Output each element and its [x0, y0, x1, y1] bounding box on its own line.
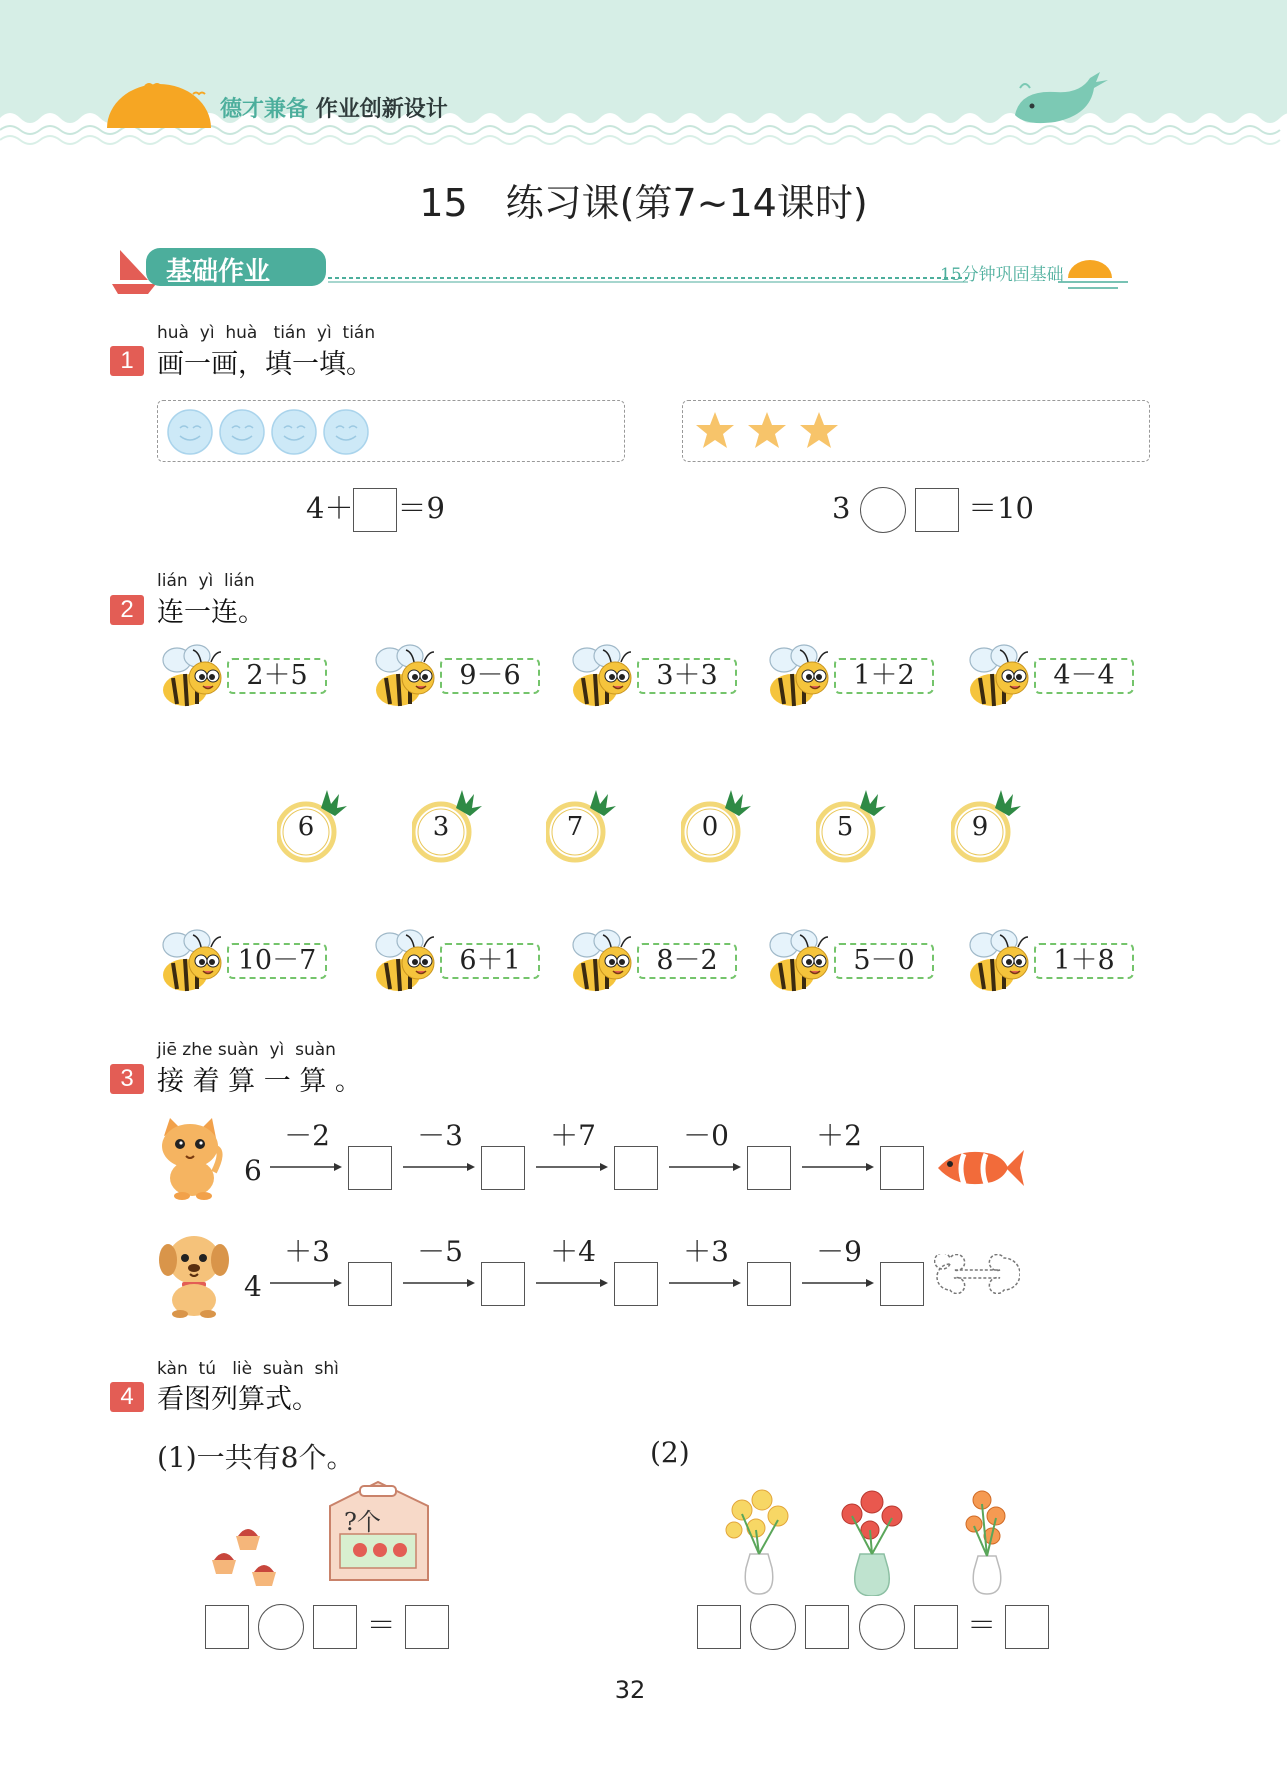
cake-box: [320, 1476, 438, 1588]
whale-icon: [1010, 70, 1110, 130]
answer-number: 7: [566, 812, 584, 842]
chain-operation: ＋3: [683, 1235, 729, 1268]
section-label: 基础作业: [166, 257, 271, 287]
bee-icon: [962, 925, 1042, 995]
chain-operation: －3: [417, 1119, 463, 1152]
answer-box[interactable]: [880, 1146, 924, 1190]
q3-pinyin: jiē zhe suàn yì suàn: [157, 1040, 336, 1060]
answer-box[interactable]: [880, 1262, 924, 1306]
answer-box[interactable]: [405, 1605, 449, 1649]
cake-box-label: ?个: [344, 1508, 381, 1536]
bee-expression-card[interactable]: [962, 925, 1142, 995]
chain-operation: －5: [417, 1235, 463, 1268]
bee-icon: [762, 640, 842, 710]
q1-pinyin: huà yì huà tián yì tián: [157, 323, 376, 343]
q2-number: 2: [110, 595, 144, 625]
chain-start-number: 4: [244, 1270, 262, 1303]
q4-number: 4: [110, 1382, 144, 1412]
fish-icon: [934, 1144, 1026, 1192]
arrow-right-icon: [669, 1162, 743, 1172]
answer-ball[interactable]: [412, 786, 482, 866]
q1-left-eq-a: 4＋: [306, 491, 354, 525]
answer-box[interactable]: [348, 1262, 392, 1306]
bee-expression-card[interactable]: [762, 925, 942, 995]
answer-number: 5: [836, 812, 854, 842]
arrow-right-icon: [270, 1162, 344, 1172]
bee-expression-card[interactable]: [368, 640, 548, 710]
operator-circle[interactable]: [859, 1604, 905, 1650]
cupcake-icon-group: [210, 1516, 286, 1592]
answer-box[interactable]: [481, 1146, 525, 1190]
arrow-right-icon: [403, 1162, 477, 1172]
expression-label: 4－4: [1034, 658, 1134, 694]
answer-box[interactable]: [805, 1605, 849, 1649]
answer-box[interactable]: [1005, 1605, 1049, 1649]
answer-box[interactable]: [747, 1262, 791, 1306]
expression-label: 8－2: [637, 943, 737, 979]
q4-part2-label: (2): [650, 1436, 690, 1469]
expression-label: 2＋5: [227, 658, 327, 694]
arrow-right-icon: [802, 1278, 876, 1288]
bee-expression-card[interactable]: [962, 640, 1142, 710]
answer-box[interactable]: [481, 1262, 525, 1306]
arrow-right-icon: [536, 1162, 610, 1172]
chain-operation: ＋2: [816, 1119, 862, 1152]
answer-number: 3: [432, 812, 450, 842]
q4-part1-label: (1)一共有8个。: [157, 1441, 355, 1474]
chain-operation: －0: [683, 1119, 729, 1152]
section-note: 15分钟巩固基础: [940, 265, 1064, 285]
bee-expression-card[interactable]: [155, 640, 335, 710]
expression-label: 10－7: [227, 943, 327, 979]
expression-label: 1＋2: [834, 658, 934, 694]
bee-icon: [155, 925, 235, 995]
expression-label: 9－6: [440, 658, 540, 694]
answer-number: 9: [971, 812, 989, 842]
q1-left-frame[interactable]: [157, 400, 625, 462]
q1-right-frame[interactable]: [682, 400, 1150, 462]
answer-ball[interactable]: [277, 786, 347, 866]
equals-sign: ＝: [967, 1608, 997, 1642]
bee-icon: [962, 640, 1042, 710]
answer-box[interactable]: [747, 1146, 791, 1190]
answer-ball[interactable]: [816, 786, 886, 866]
q1-left-equation: [306, 486, 445, 532]
answer-box[interactable]: [353, 488, 397, 532]
arrow-right-icon: [669, 1278, 743, 1288]
answer-number: 6: [297, 812, 315, 842]
flower-vase-icon-group: [720, 1470, 1020, 1596]
chain-operation: ＋3: [284, 1235, 330, 1268]
page-number: 32: [614, 1676, 646, 1704]
answer-box[interactable]: [614, 1146, 658, 1190]
answer-ball[interactable]: [681, 786, 751, 866]
chain-start-number: 6: [244, 1154, 262, 1187]
arrow-right-icon: [536, 1278, 610, 1288]
expression-label: 5－0: [834, 943, 934, 979]
star-icon-group: [695, 404, 855, 460]
q3-text: 接 着 算 一 算 。: [157, 1066, 362, 1097]
chain-operation: －2: [284, 1119, 330, 1152]
answer-ball[interactable]: [546, 786, 616, 866]
bee-expression-card[interactable]: [368, 925, 548, 995]
chain-operation: ＋4: [550, 1235, 596, 1268]
sun-icon: [105, 80, 215, 130]
arrow-right-icon: [403, 1278, 477, 1288]
answer-box[interactable]: [205, 1605, 249, 1649]
q4-text: 看图列算式。: [157, 1384, 319, 1415]
bee-icon: [155, 640, 235, 710]
cat-icon: [154, 1116, 230, 1200]
answer-ball[interactable]: [951, 786, 1021, 866]
bee-icon: [565, 925, 645, 995]
q3-number: 3: [110, 1064, 144, 1094]
bee-icon: [565, 640, 645, 710]
chain-operation: ＋7: [550, 1119, 596, 1152]
bee-icon: [368, 925, 448, 995]
expression-label: 6＋1: [440, 943, 540, 979]
bee-expression-card[interactable]: [762, 640, 942, 710]
q1-right-equation: [832, 486, 1034, 533]
expression-label: 1＋8: [1034, 943, 1134, 979]
bone-icon: [934, 1254, 1020, 1294]
bee-icon: [762, 925, 842, 995]
bee-expression-card[interactable]: [155, 925, 335, 995]
answer-box[interactable]: [697, 1605, 741, 1649]
q2-pinyin: lián yì lián: [157, 571, 255, 591]
answer-box[interactable]: [915, 488, 959, 532]
q1-left-eq-b: ＝9: [397, 491, 445, 525]
arrow-right-icon: [802, 1162, 876, 1172]
brand-part1: 德才兼备: [220, 97, 309, 122]
operator-circle[interactable]: [258, 1604, 304, 1650]
q1-number: 1: [110, 346, 144, 376]
operator-circle[interactable]: [750, 1604, 796, 1650]
q4-part2-equation: [697, 1603, 1049, 1650]
dog-icon: [154, 1230, 234, 1318]
bee-expression-card[interactable]: [565, 640, 745, 710]
q2-text: 连一连。: [157, 597, 265, 628]
q1-text: 画一画，填一填。: [157, 349, 373, 380]
expression-label: 3＋3: [637, 658, 737, 694]
bee-icon: [368, 640, 448, 710]
chain-operation: －9: [816, 1235, 862, 1268]
brand-part2: 作业创新设计: [315, 97, 448, 122]
smile-face-icon-group: [166, 404, 386, 460]
equals-sign: ＝: [366, 1608, 396, 1642]
bee-expression-card[interactable]: [565, 925, 745, 995]
q1-right-eq-b: ＝10: [968, 491, 1035, 525]
brand-title: [220, 92, 448, 123]
q4-pinyin: kàn tú liè suàn shì: [157, 1359, 339, 1379]
answer-box[interactable]: [614, 1262, 658, 1306]
answer-box[interactable]: [348, 1146, 392, 1190]
arrow-right-icon: [270, 1278, 344, 1288]
answer-box[interactable]: [914, 1605, 958, 1649]
q4-part1-equation: [205, 1603, 449, 1650]
q1-right-eq-a: 3: [832, 491, 851, 525]
operator-circle[interactable]: [860, 487, 906, 533]
lesson-title: 15 练习课(第7~14课时): [419, 181, 868, 225]
answer-number: 0: [701, 812, 719, 842]
answer-box[interactable]: [313, 1605, 357, 1649]
